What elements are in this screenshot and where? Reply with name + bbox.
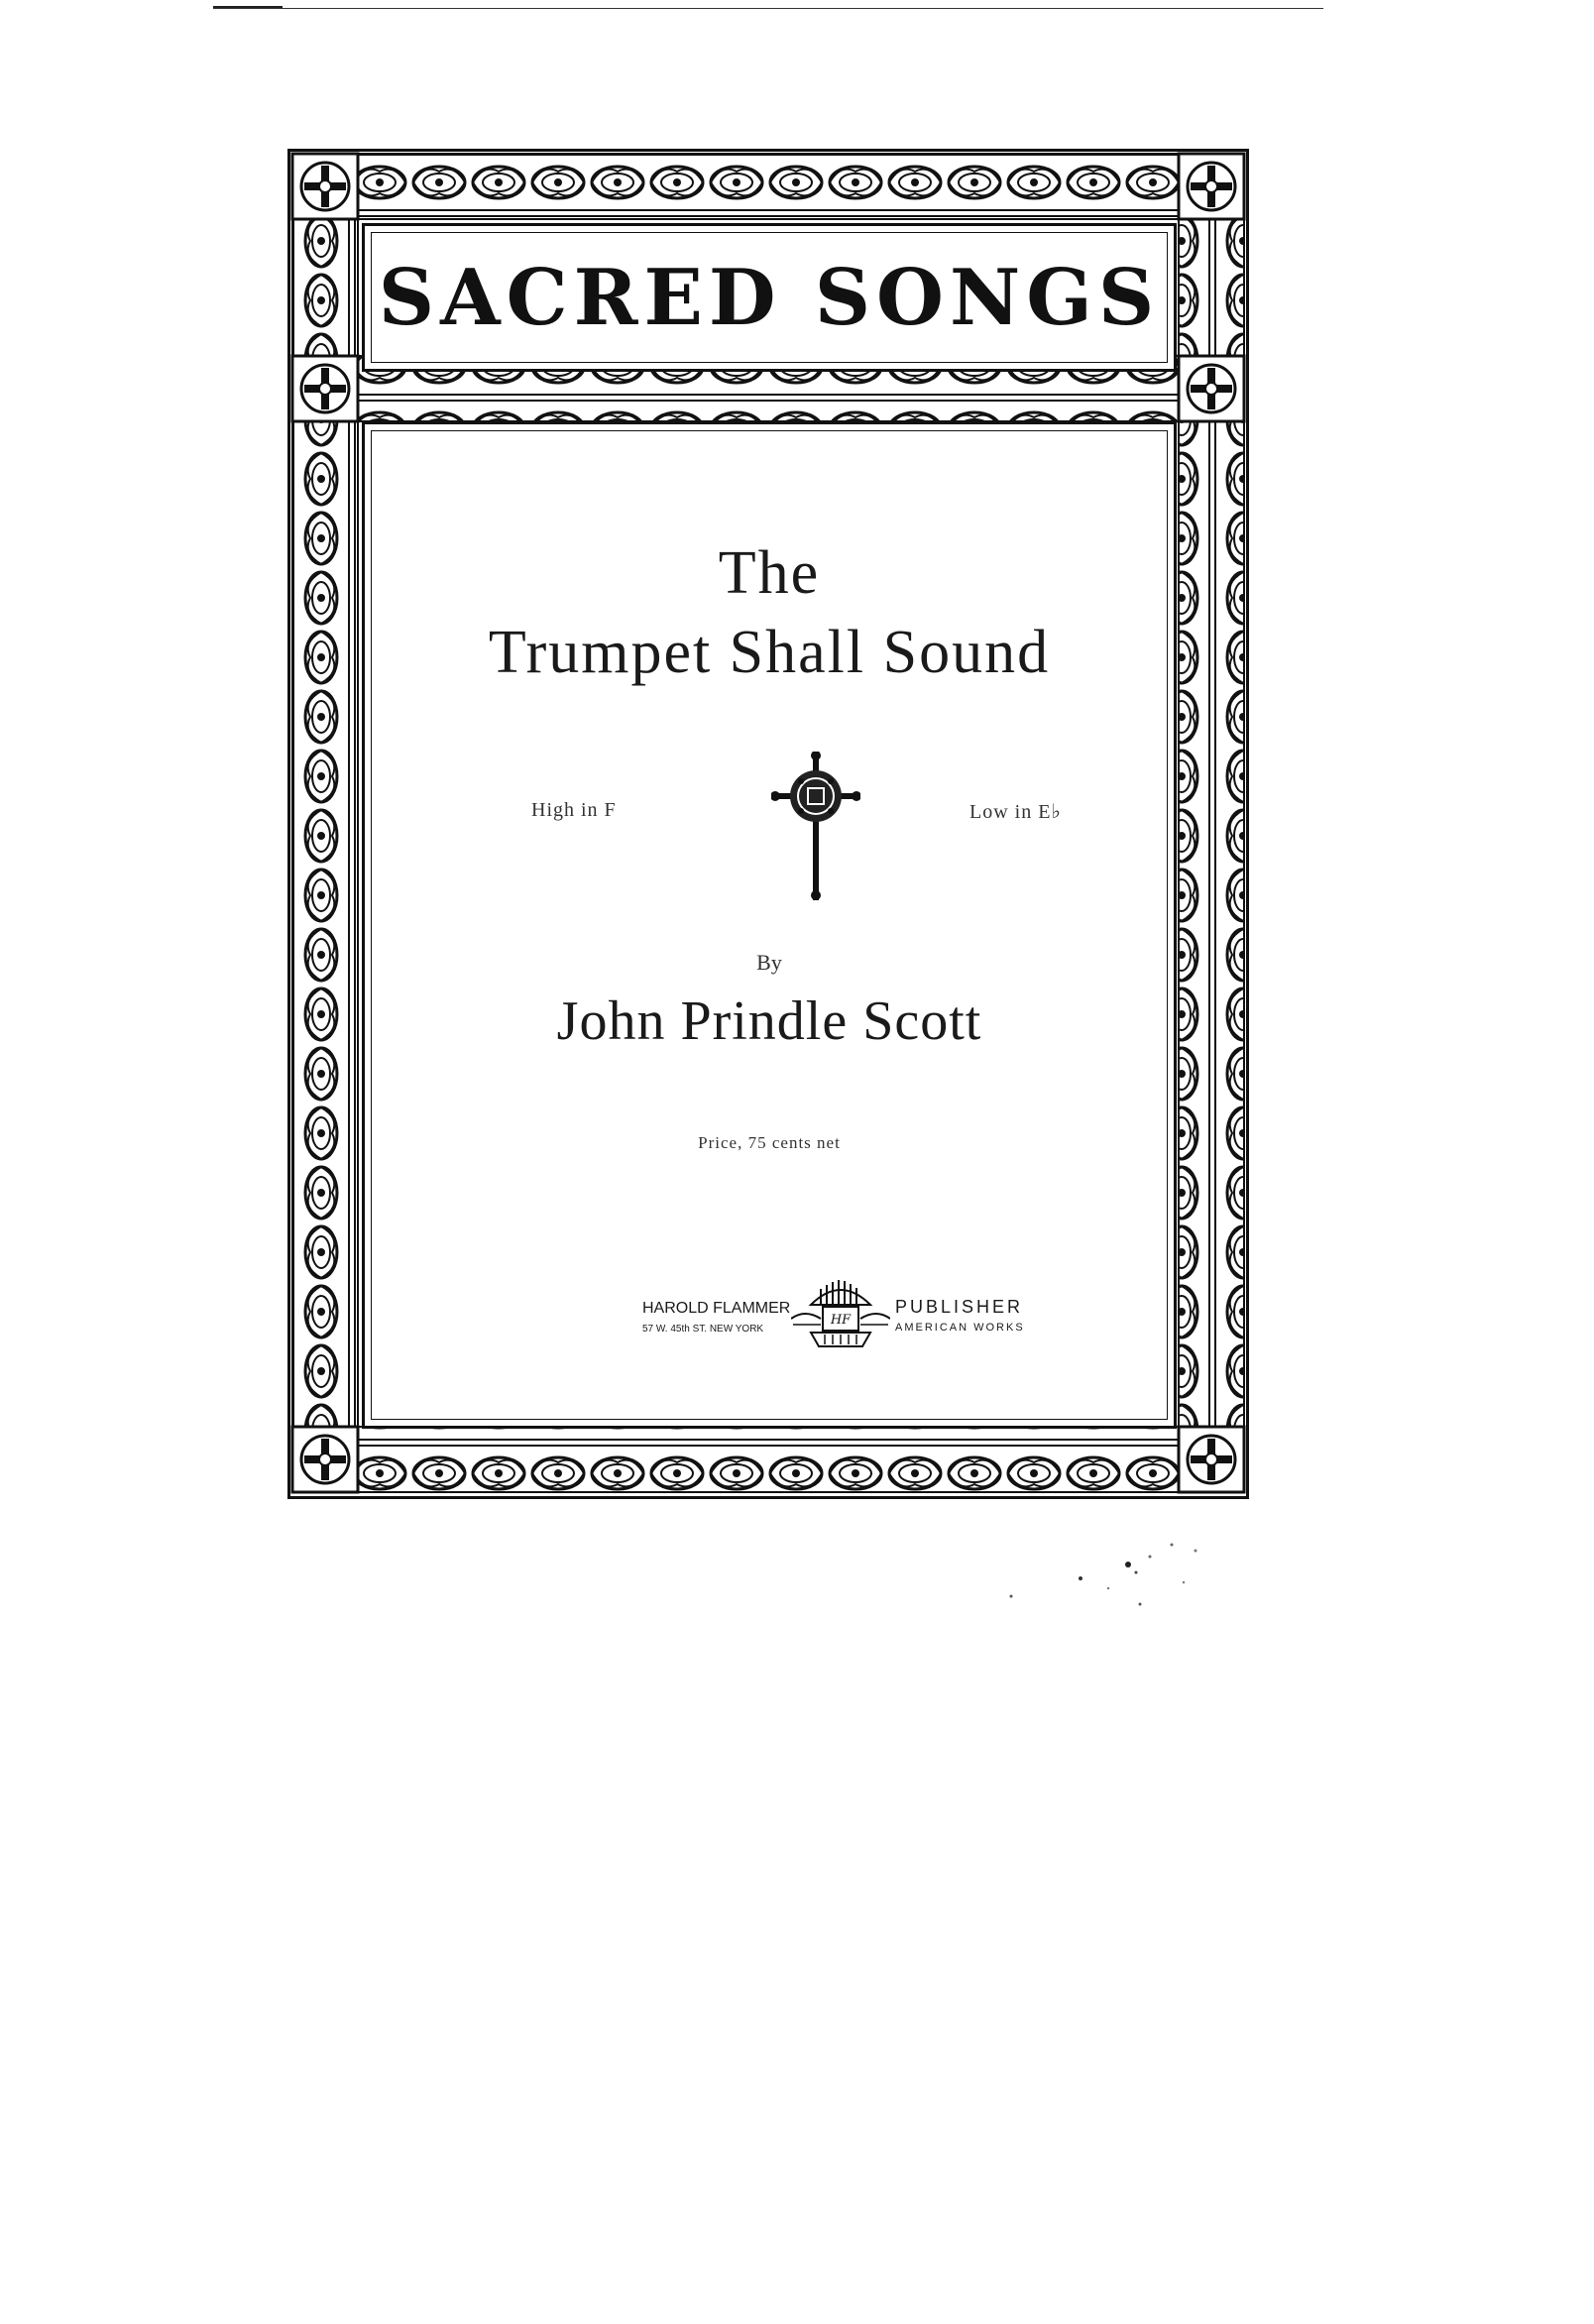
publisher-name: HAROLD FLAMMER [642,1300,791,1317]
series-title: SACRED SONGS [378,252,1161,343]
cover-main-panel [362,421,1177,1429]
publisher-role: PUBLISHER [895,1297,1024,1317]
voice-low-key: Low in E♭ [969,801,1062,823]
scan-specks [1001,1527,1219,1616]
song-title-line1: The [718,539,821,607]
publisher-block-left [642,1300,790,1335]
price-label: Price, 75 cents net [698,1133,841,1152]
by-label: By [756,950,782,975]
series-title-box [362,223,1177,372]
composer-name: John Prindle Scott [556,990,982,1052]
cross-icon [771,752,860,900]
publisher-address: 57 W. 45th ST. NEW YORK [642,1324,764,1335]
voice-high-key: High in F [531,799,617,821]
song-title-line2: Trumpet Shall Sound [488,619,1051,686]
scan-top-rule [213,8,1323,9]
svg-text:HF: HF [830,1313,852,1328]
publisher-block-right [895,1297,1025,1334]
sheet-music-cover [287,149,1249,1499]
publisher-works: AMERICAN WORKS [895,1322,1025,1334]
organ-emblem-icon [791,1275,890,1354]
